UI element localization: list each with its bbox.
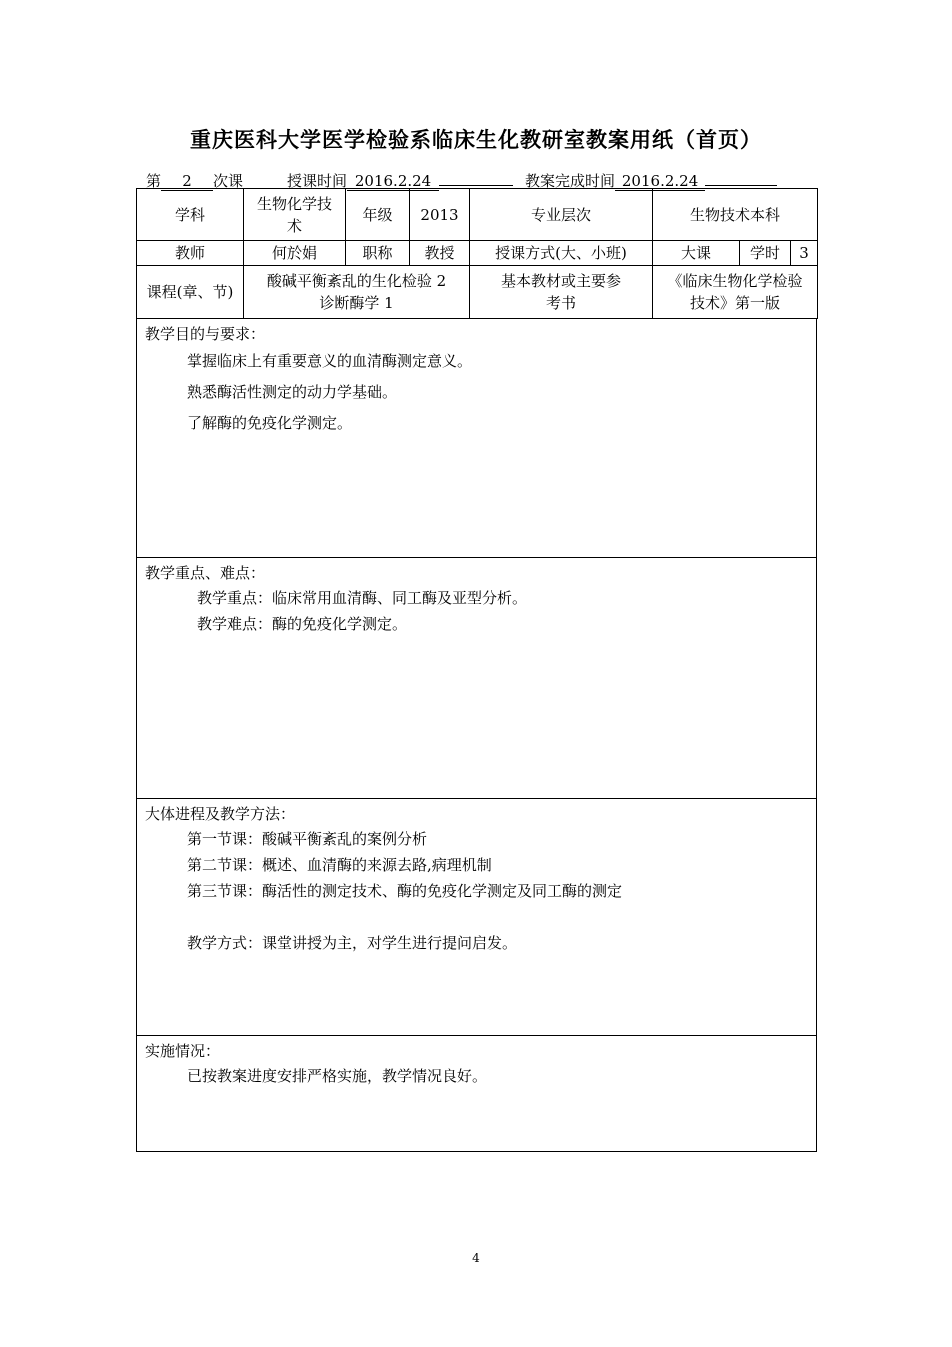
page-title: 重庆医科大学医学检验系临床生化教研室教案用纸（首页） bbox=[190, 128, 762, 152]
process-line: 第二节课：概述、血清酶的来源去路,病理机制 bbox=[187, 856, 492, 874]
key-point-line: 教学难点：酶的免疫化学测定。 bbox=[197, 615, 408, 633]
course-info-table bbox=[136, 188, 818, 319]
teacher-value: 何於娟 bbox=[244, 241, 346, 266]
plan-done-label: 教案完成时间 bbox=[525, 172, 616, 190]
teaching-method-line: 教学方式：课堂讲授为主，对学生进行提问启发。 bbox=[187, 934, 518, 952]
implementation-line: 已按教案进度安排严格实施，教学情况良好。 bbox=[187, 1067, 488, 1085]
key-point-line: 教学重点：临床常用血清酶、同工酶及亚型分析。 bbox=[197, 589, 528, 607]
process-section bbox=[137, 798, 816, 1035]
level-label: 专业层次 bbox=[470, 189, 653, 241]
hours-value: 3 bbox=[791, 241, 818, 266]
objective-line: 掌握临床上有重要意义的血清酶测定意义。 bbox=[187, 352, 473, 370]
textbook-label: 基本教材或主要参考书 bbox=[470, 266, 653, 319]
lesson-prefix: 第 bbox=[146, 172, 162, 190]
rank-value: 教授 bbox=[410, 241, 470, 266]
course-value: 酸碱平衡紊乱的生化检验 2 诊断酶学 1 bbox=[244, 266, 470, 319]
page-number: 4 bbox=[472, 1251, 480, 1265]
subject-value: 生物化学技术 bbox=[244, 189, 346, 241]
plan-done-value: 2016.2.24 bbox=[615, 172, 705, 191]
lesson-suffix: 次课 bbox=[213, 172, 244, 190]
rank-label: 职称 bbox=[346, 241, 410, 266]
grade-label: 年级 bbox=[346, 189, 410, 241]
grade-value: 2013 bbox=[410, 189, 470, 241]
implementation-section bbox=[137, 1035, 816, 1152]
textbook-value: 《临床生物化学检验技术》第一版 bbox=[653, 266, 818, 319]
course-label: 课程(章、节) bbox=[137, 266, 244, 319]
process-heading: 大体进程及教学方法： bbox=[145, 805, 296, 823]
objective-line: 了解酶的免疫化学测定。 bbox=[187, 414, 353, 432]
lesson-number: 2 bbox=[161, 172, 213, 191]
key-points-section bbox=[137, 557, 816, 798]
hours-label: 学时 bbox=[740, 241, 791, 266]
teach-time-label: 授课时间 bbox=[287, 172, 348, 190]
objectives-heading: 教学目的与要求： bbox=[145, 325, 266, 343]
mode-value: 大课 bbox=[653, 241, 740, 266]
lesson-sections bbox=[136, 318, 817, 1152]
teach-time-value: 2016.2.24 bbox=[347, 172, 439, 191]
process-line: 第三节课：酶活性的测定技术、酶的免疫化学测定及同工酶的测定 bbox=[187, 882, 623, 900]
objective-line: 熟悉酶活性测定的动力学基础。 bbox=[187, 383, 398, 401]
mode-label: 授课方式(大、小班) bbox=[470, 241, 653, 266]
implementation-heading: 实施情况： bbox=[145, 1042, 221, 1060]
process-line: 第一节课：酸碱平衡紊乱的案例分析 bbox=[187, 830, 428, 848]
key-points-heading: 教学重点、难点： bbox=[145, 564, 266, 582]
teacher-label: 教师 bbox=[137, 241, 244, 266]
subject-label: 学科 bbox=[137, 189, 244, 241]
level-value: 生物技术本科 bbox=[653, 189, 818, 241]
objectives-section bbox=[137, 318, 816, 557]
